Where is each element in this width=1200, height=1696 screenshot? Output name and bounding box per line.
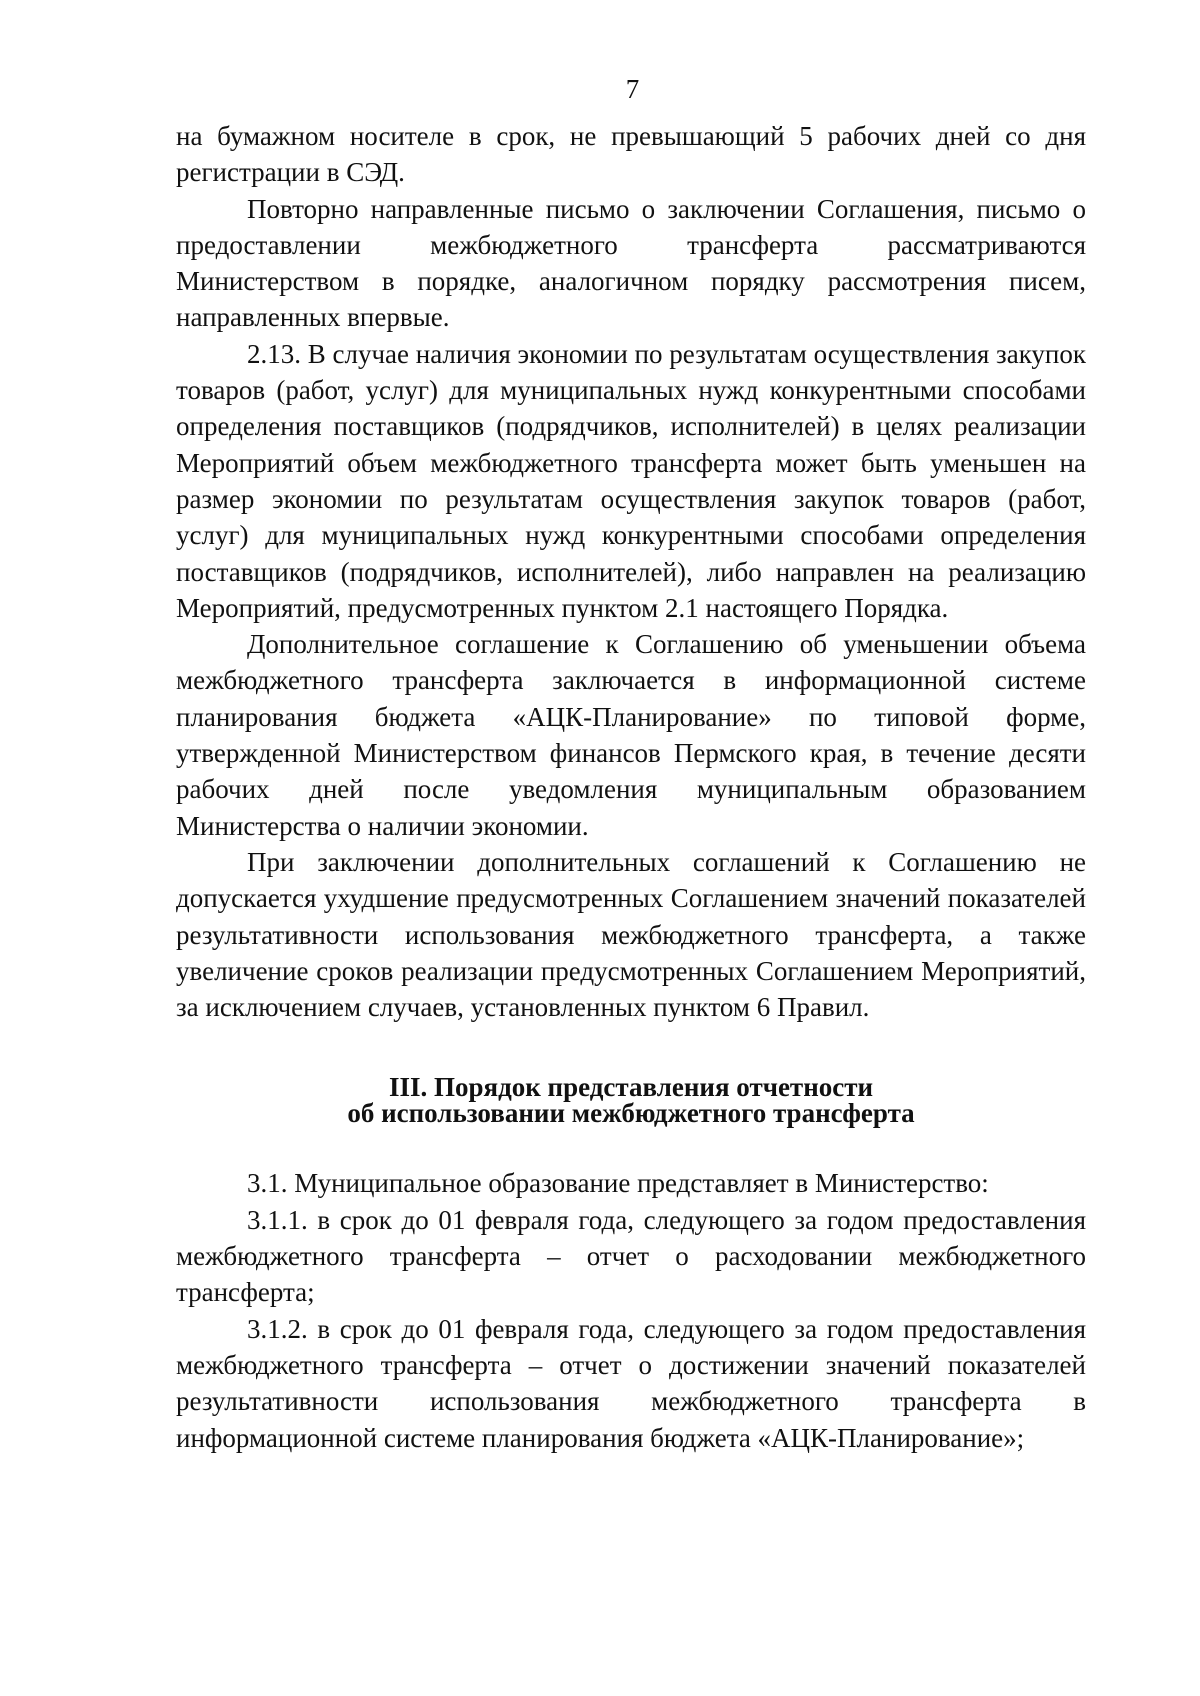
paragraph-3-1-2: 3.1.2. в срок до 01 февраля года, следующего за годом предоставления межбюджетного трансферта – отчет о достижении значений показателей результативности использования межбюджетного трансферта в информационной системе планирования бюджета «АЦК-Планирование»;	[176, 1313, 1086, 1453]
section-heading-line-2: об использовании межбюджетного трансферта	[347, 1098, 915, 1129]
paragraph-restrictions: При заключении дополнительных соглашений к Соглашению не допускается ухудшение предусмотренных Соглашением значений показателей результативности использования межбюджетного трансферта, а также увеличение сроков реализации предусмотренных Соглашением Мероприятий, за исключением случаев, установленных пунктом 6 Правил.	[176, 846, 1086, 1023]
paragraph-continuation: на бумажном носителе в срок, не превышающий 5 рабочих дней со дня регистрации в СЭД.	[176, 121, 1086, 188]
paragraph-3-1-1: 3.1.1. в срок до 01 февраля года, следующего за годом предоставления межбюджетного трансферта – отчет о расходовании межбюджетного трансферта;	[176, 1204, 1086, 1308]
paragraph-additional-agreement: Дополнительное соглашение к Соглашению об уменьшении объема межбюджетного трансферта заключается в информационной системе планирования бюджета «АЦК-Планирование» по типовой форме, утвержденной Министерством финансов Пермского края, в течение десяти рабочих дней после уведомления муниципальным образованием Министерства о наличии экономии.	[176, 629, 1086, 841]
paragraph-2-13: 2.13. В случае наличия экономии по результатам осуществления закупок товаров (работ, услуг) для муниципальных нужд конкурентными способами определения поставщиков (подрядчиков, исполнителей) в целях реализации Мероприятий объем межбюджетного трансферта может быть уменьшен на размер экономии по результатам осуществления закупок товаров (работ, услуг) для муниципальных нужд конкурентными способами определения поставщиков (подрядчиков, исполнителей), либо направлен на реализацию Мероприятий, предусмотренных пунктом 2.1 настоящего Порядка.	[176, 338, 1087, 623]
page-number: 7	[625, 74, 640, 104]
section-heading-line-1: III. Порядок представления отчетности	[388, 1072, 874, 1103]
document-body	[176, 118, 1086, 1456]
paragraph-resubmitted-letters: Повторно направленные письмо о заключении Соглашения, письмо о предоставлении межбюджетного трансферта рассматриваются Министерством в порядке, аналогичном порядку рассмотрения писем, направленных впервые.	[176, 193, 1086, 333]
paragraph-3-1: 3.1. Муниципальное образование представляет в Министерство:	[247, 1168, 989, 1199]
section-heading	[176, 1072, 1086, 1129]
